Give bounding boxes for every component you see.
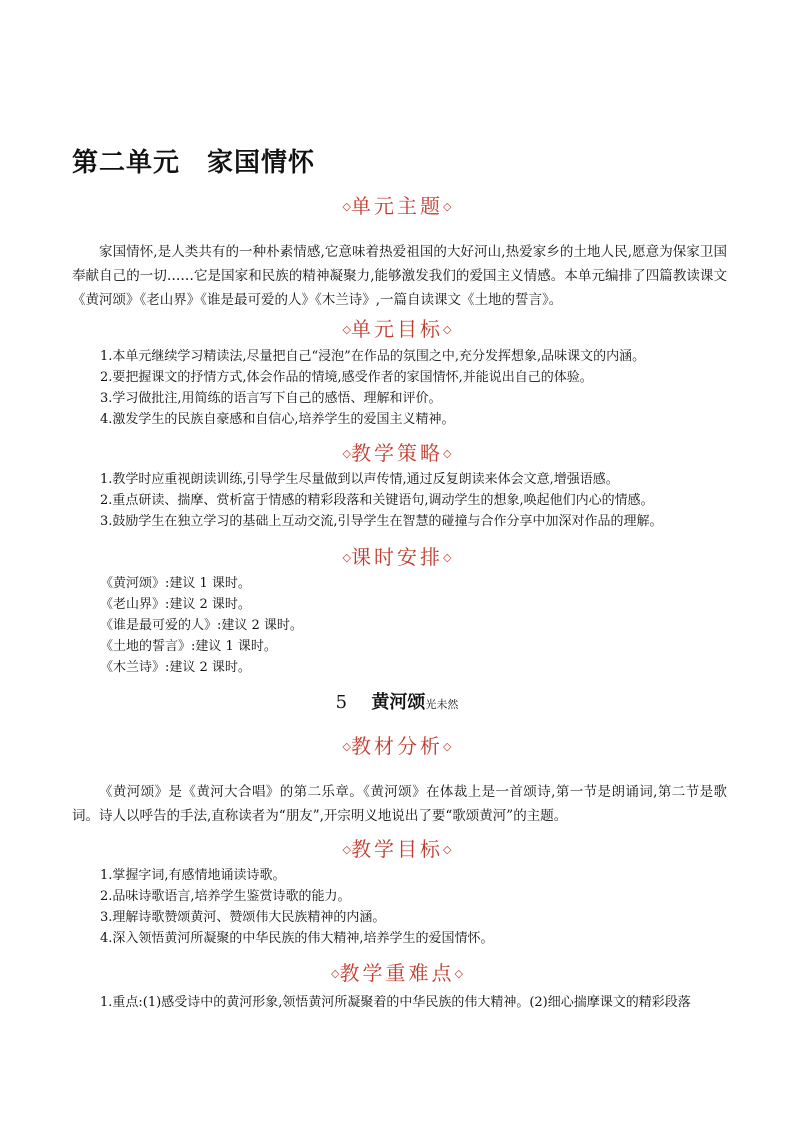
diamond-icon: ◇	[331, 967, 340, 980]
section-heading-keypoints: ◇教学重难点◇	[331, 961, 463, 985]
lesson-name: 黄河颂	[371, 692, 426, 713]
list-item: 《木兰诗》:建议 2 课时。	[100, 660, 251, 675]
diamond-icon: ◇	[454, 967, 463, 980]
list-item: 《土地的誓言》:建议 1 课时。	[100, 639, 277, 654]
diamond-icon: ◇	[443, 200, 452, 213]
section-heading-strategy: ◇教学策略◇	[342, 441, 452, 465]
list-item: 4.深入领悟黄河所凝聚的中华民族的伟大精神,培养学生的爱国情怀。	[100, 931, 494, 946]
section-heading-analysis: ◇教材分析◇	[342, 734, 452, 758]
keypoints-text: 1.重点:(1)感受诗中的黄河形象,领悟黄河所凝聚着的中华民族的伟大精神。(2)细心揣摩课文的精彩段落	[100, 995, 691, 1010]
analysis-paragraph: 《黄河颂》是《黄河大合唱》的第二乐章。《黄河颂》在体裁上是一首颂诗,第一节是朗诵词,第二节是歌词。诗人以呼告的手法,直称读者为“朋友”,开宗明义地说出了要“歌颂黄河”的主题。	[72, 784, 727, 824]
diamond-icon: ◇	[443, 740, 452, 753]
diamond-icon: ◇	[342, 200, 351, 213]
section-heading-theme: ◇单元主题◇	[342, 194, 452, 218]
list-item: 《谁是最可爱的人》:建议 2 课时。	[100, 618, 303, 633]
unit-title: 第二单元 家国情怀	[72, 148, 316, 178]
list-item: 2.品味诗歌语言,培养学生鉴赏诗歌的能力。	[100, 889, 351, 904]
diamond-icon: ◇	[443, 447, 452, 460]
section-heading-schedule: ◇课时安排◇	[342, 545, 452, 569]
list-item: 3.理解诗歌赞颂黄河、赞颂伟大民族精神的内涵。	[100, 910, 386, 925]
list-item: 3.学习做批注,用简练的语言写下自己的感悟、理解和评价。	[100, 391, 442, 406]
list-item: 1.本单元继续学习精读法,尽量把自己“浸泡”在作品的氛围之中,充分发挥想象,品味课文的内涵。	[100, 349, 646, 364]
diamond-icon: ◇	[342, 843, 351, 856]
diamond-icon: ◇	[342, 551, 351, 564]
list-item: 1.掌握字词,有感情地诵读诗歌。	[100, 868, 286, 883]
section-heading-goals: ◇单元目标◇	[342, 317, 452, 341]
diamond-icon: ◇	[342, 447, 351, 460]
diamond-icon: ◇	[443, 551, 452, 564]
goals-list	[100, 346, 645, 430]
schedule-list	[100, 573, 303, 678]
strategy-list	[100, 469, 663, 532]
list-item: 2.要把握课文的抒情方式,体会作品的情境,感受作者的家国情怀,并能说出自己的体验。	[100, 370, 593, 385]
list-item: 《黄河颂》:建议 1 课时。	[100, 576, 251, 591]
diamond-icon: ◇	[342, 740, 351, 753]
section-heading-objectives: ◇教学目标◇	[342, 837, 452, 861]
lesson-title	[0, 688, 794, 714]
diamond-icon: ◇	[443, 843, 452, 856]
diamond-icon: ◇	[342, 323, 351, 336]
list-item: 《老山界》:建议 2 课时。	[100, 597, 251, 612]
list-item: 3.鼓励学生在独立学习的基础上互动交流,引导学生在智慧的碰撞与合作分享中加深对作品的理解。	[100, 514, 663, 529]
list-item: 1.教学时应重视朗读训练,引导学生尽量做到以声传情,通过反复朗读来体会文意,增强语感。	[100, 472, 619, 487]
lesson-number: 5	[335, 692, 348, 713]
list-item: 4.激发学生的民族自豪感和自信心,培养学生的爱国主义精神。	[100, 412, 455, 427]
lesson-author: 光未然	[425, 698, 459, 711]
objectives-list	[100, 865, 494, 949]
theme-paragraph: 家国情怀,是人类共有的一种朴素情感,它意味着热爱祖国的大好河山,热爱家乡的土地人民,愿意为保家卫国奉献自己的一切……它是国家和民族的精神凝聚力,能够激发我们的爱国主义情感。本单元编排了四篇教读课文《黄河颂》《老山界》《谁是最可爱的人》《木兰诗》,一篇自读课文《土地的誓言》。	[72, 244, 727, 308]
list-item: 2.重点研读、揣摩、赏析富于情感的精彩段落和关键语句,调动学生的想象,唤起他们内心的情感。	[100, 493, 654, 508]
diamond-icon: ◇	[443, 323, 452, 336]
